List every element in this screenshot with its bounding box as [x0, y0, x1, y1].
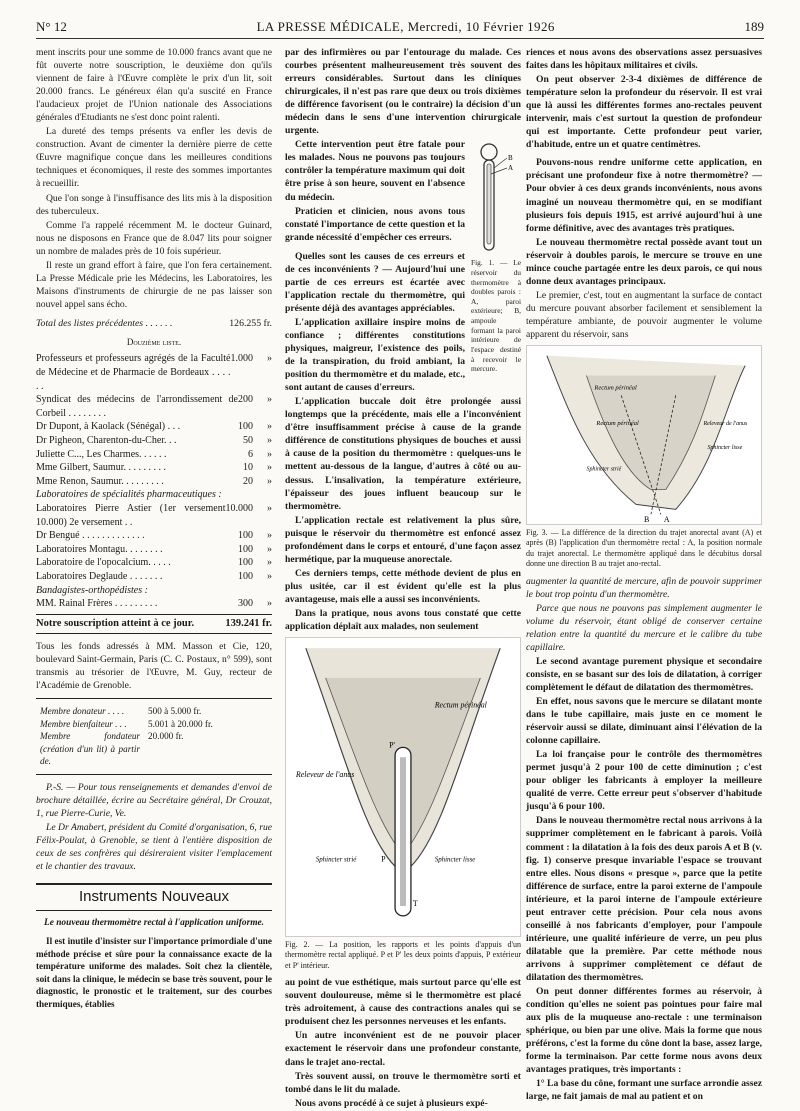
label-sphincter-lisse: Sphincter lisse: [707, 444, 743, 451]
paragraph: Comme l'a rappelé récemment M. le docteur Guinard, nous ne disposons en France que de 8.047 lits pour soigner un nombre de malades près de 10 fois supérieur.: [36, 219, 272, 257]
previous-total-row: [36, 317, 272, 330]
subscription-total-label: Notre souscription atteint à ce jour.: [36, 617, 195, 629]
amount-unit: »: [267, 503, 272, 515]
label-t: T: [412, 899, 418, 909]
amount-value: 100: [238, 530, 253, 542]
subscriber-name: Professeurs et professeurs agrégés de la Faculté de Médecine et de Pharmacie de Bordeaux . . . . . .: [36, 353, 231, 392]
subscription-row: [36, 434, 272, 448]
subscriber-name: Laboratoires de spécialités pharmaceutiques :: [36, 489, 222, 501]
subscription-amount: [226, 502, 273, 529]
subscriber-name: Mme Gilbert, Saumur. . . . . . . . .: [36, 462, 166, 474]
amount-value: 6: [248, 448, 253, 460]
figure-2-caption: Fig. 2. — La position, les rapports et les points d'appuis d'un thermomètre rectal appliqué. P et P' les deux points d'appuis, P extérieur et P' intérieur.: [285, 940, 521, 970]
subscription-list: [36, 352, 272, 610]
subscription-row: [36, 502, 272, 529]
subscriber-name: MM. Rainal Frères . . . . . . . . .: [36, 598, 158, 610]
paragraph: Le nouveau thermomètre rectal possède avant tout un réservoir à doubles parois, le mercure se trouve en une mince couche partagée entre les deux parois, ce qui nous donne deux avantages principaux.: [526, 236, 762, 287]
amount-value: 100: [238, 543, 253, 555]
paragraph: Quelles sont les causes de ces erreurs et de ces inconvénients ? — Aujourd'hui une partie de ces erreurs est écartée avec l'application rectale du thermomètre, qui présente déjà des avantages appréciables.: [285, 250, 465, 314]
paragraph: Il reste un grand effort à faire, que l'on fera certainement. La Presse Médicale prie les Médecins, les Laboratoires, les Maisons d'instruments de chirurgie de ne pas laisser son nouvel appel sans écho.: [36, 259, 272, 310]
paragraph: Le Dr Amabert, président du Comité d'organisation, 6, rue Félix-Poulat, à Grenoble, se tient à l'entière disposition de ceux de ses confrères qui désireraient visiter l'emplacement et le chantier des travaux.: [36, 821, 272, 873]
label-a: A: [663, 515, 670, 525]
subscriber-name: Laboratoire de l'opocalcium. . . . .: [36, 557, 171, 569]
label-sphincter-lisse: Sphincter lisse: [434, 855, 476, 864]
subscription-row: [36, 461, 272, 475]
subscriber-name: Laboratoires Montagu. . . . . . . .: [36, 543, 163, 555]
list-title: Douzième liste.: [126, 337, 182, 348]
amount-unit: »: [267, 435, 272, 447]
thermometer-reservoir-drawing: [471, 138, 521, 258]
membership-row: [40, 730, 272, 768]
paragraph: L'application buccale doit être prolongée aussi longtemps que la précédente, mais elle a l'inconvénient d'être insuffisamment précise à cause de la grande différence de constitutions physiques de bouches et aussi à cause de la position du thermomètre : quelques-uns le mettent au-dessous de la langue, d'autres à côté ou au-dessus. L'insalivation, la température extérieure, l'épaisseur des joues influent beaucoup sur le thermomètre.: [285, 396, 521, 512]
membership-amount: 20.000 fr.: [148, 731, 184, 742]
paragraph: Dans la pratique, nous avons tous constaté que cette application déplaît aux malades, non seulement: [285, 607, 521, 633]
membership-type: Membre fondateur (création d'un lit) à partir de.: [40, 731, 140, 767]
subscription-amount: [238, 393, 272, 420]
label-p-prime: P': [389, 740, 395, 750]
subscription-amount: [243, 461, 272, 475]
subscriber-name: Dr Dupont, à Kaolack (Sénégal) . . .: [36, 421, 181, 433]
subscription-amount: [238, 529, 272, 543]
amount-value: 50: [243, 435, 253, 447]
paragraph: P.-S. — Pour tous renseignements et demandes d'envoi de brochure détaillée, écrire au Secrétaire général, Dr Crouzat, 1, rue Pierre-Curie, Ve.: [36, 781, 272, 819]
subscription-row: [36, 488, 272, 502]
amount-unit: »: [267, 394, 272, 406]
paragraph: La loi française pour le contrôle des thermomètres permet jusqu'à 2 pour 100 de cette diminution ; c'est pour obliger les fabricants à employer la meilleure qualité de verre. Cette erreur peut s'observer d'habitude jusqu'à 6 pour 100.: [526, 749, 762, 813]
subscription-row: [36, 543, 272, 557]
subscription-row: [36, 352, 272, 393]
header-rule: [36, 38, 764, 39]
subscription-row: [36, 393, 272, 420]
amount-unit: »: [267, 353, 272, 365]
subscription-amount: [238, 420, 272, 434]
amount-unit: »: [267, 448, 272, 460]
subscription-row: [36, 475, 272, 489]
amount-value: 1.000: [230, 353, 253, 365]
membership-type: Membre donateur . . . .: [40, 706, 125, 717]
subscription-row: [36, 570, 272, 584]
membership-box: [36, 698, 272, 775]
amount-value: 300: [238, 598, 253, 610]
paragraph: Parce que nous ne pouvons pas simplement augmenter le volume du réservoir, étant obligé de conserver certaine relation entre la quantité du mercure et le calibre du tube capillaire.: [526, 602, 762, 653]
subscriber-name: Syndicat des médecins de l'arrondissement de Corbeil . . . . . . . .: [36, 394, 238, 419]
subscription-total-row: [36, 614, 272, 634]
previous-total-label: Total des listes précédentes . . . . . .: [36, 317, 173, 329]
paragraph: augmenter la quantité de mercure, afin de pouvoir supprimer le bout trop pointu d'un thermomètre.: [526, 575, 762, 600]
subscription-amount: [258, 488, 272, 502]
subscription-row: [36, 556, 272, 570]
amount-value: 100: [238, 557, 253, 569]
amount-value: 100: [238, 570, 253, 582]
label-releveur: Releveur de l'anus: [703, 421, 748, 428]
paragraph: On peut donner différentes formes au réservoir, à condition qu'elles ne soient pas pointues pour faire mal aux plis de la muqueuse ano-rectale : une terminaison sphérique, ou bien par une olive. Mais la forme que nous préférons, c'est la forme du cône dont la base, assez large, forme la terminaison. Par cette forme nous avons deux avantages pratiques, très importants :: [526, 986, 762, 1076]
paragraph: Dans le nouveau thermomètre rectal nous arrivons à la supprimer complètement en le fabricant à parois. Voilà comment : la dilatation à la fois des deux parois A et B (v. fig. 1) conserve presque invariable l'espace se trouvant entre elles. Nous disons « presque », parce que la petite différence de surface, entre la paroi externe de l'ampoule intérieure, et la paroi interne de l'ampoule extérieure peut entraver cette précision. Pour cela nous avons conseillé à nos fabricants d'employer, pour l'ampoule intérieure, une qualité inférieure de verre, un peu plus dilatable que la première. Par cette méthode nous arrivons à supprimer complètement ce défaut de dilatation des thermomètres.: [526, 815, 762, 983]
amount-value: 10.000: [225, 503, 253, 515]
section-title: Instruments Nouveaux: [36, 883, 272, 910]
amount-unit: »: [267, 475, 272, 487]
subscriber-name: Bandagistes-orthopédistes :: [36, 584, 148, 596]
paragraph: Nous avons procédé à ce sujet à plusieurs expé-: [295, 1097, 488, 1109]
subscription-total-value: 139.241 fr.: [225, 617, 272, 629]
figure-1: [471, 138, 521, 395]
subscription-amount: [238, 543, 272, 557]
paragraph: L'application axillaire inspire moins de confiance ; différentes constitutions physiques, maigreur, l'existence des poils, de la transpiration, du froid ambiant, la position du thermomètre et du malade, etc., sont autant de causes d'erreurs.: [285, 316, 465, 394]
amount-unit: »: [267, 421, 272, 433]
subscription-amount: [238, 597, 272, 611]
amount-unit: »: [267, 530, 272, 542]
article-subtitle: Le nouveau thermomètre rectal à l'application uniforme.: [43, 917, 265, 928]
amount-value: 100: [238, 421, 253, 433]
trajectory-drawing: [527, 345, 761, 525]
amount-value: 10: [243, 462, 253, 474]
subscriber-name: Dr Pigheon, Charenton-du-Cher. . .: [36, 435, 177, 447]
label-releveur: Releveur de l'anus: [295, 770, 355, 780]
paragraph: L'application rectale est relativement la plus sûre, puisque le réservoir du thermomètre est enfoncé assez profondément dans le corps et entouré, d'une façon assez hermétique, par la muqueuse anorectale.: [285, 514, 521, 565]
amount-unit: »: [267, 462, 272, 474]
subscriber-name: Laboratoires Deglaude . . . . . . .: [36, 570, 163, 582]
column-1: [36, 46, 272, 1011]
subscription-row: [36, 448, 272, 462]
amount-unit: »: [267, 598, 272, 610]
paragraph: par des infirmières ou par l'entourage du malade. Ces courbes présentent malheureusement très souvent des erreurs considérables. Surtout dans les cliniques chirurgicales, il n'est pas rare que deux ou trois dixièmes de différence favorisent (ou le contraire) la décision d'un médecin dans le sens d'une intervention chirurgicale urgente.: [285, 47, 521, 137]
label-sphincter-strie: Sphincter strié: [586, 466, 622, 473]
subscriber-name: Juliette C..., Les Charmes. . . . . .: [36, 448, 167, 460]
label-p: P: [381, 854, 386, 864]
label-b: B: [508, 154, 513, 163]
amount-unit: »: [267, 557, 272, 569]
paragraph: Pouvons-nous rendre uniforme cette application, en précisant une profondeur fixe à notre thermomètre? — Pour obvier à ces deux grands inconvénients, nous avons imaginé un nouveau thermomètre qui, en se modifiant plusieurs fois depuis 1915, est arrivé aujourd'hui à une forme définitive, avec des avantages très pratiques.: [526, 157, 762, 234]
column-2: [285, 46, 521, 1111]
paragraph: Très souvent aussi, on trouve le thermomètre sorti et tombé dans le lit du malade.: [285, 1070, 521, 1095]
amount-value: 20: [243, 475, 253, 487]
figure-3-caption: Fig. 3. — La différence de la direction du trajet anorectal avant (A) et après (B) l'application d'un thermomètre rectal : A, la position normale du trajet anorectal. Le thermomètre appliqué dans le décubitus dorsal donne une direction B au trajet ano-rectal.: [526, 528, 762, 569]
paragraph: On peut observer 2-3-4 dixièmes de différence de température selon la profondeur du réservoir. Il est vrai que là aussi les différentes formes ano-rectales peuvent intervenir, mais c'est surtout la question de profondeur qui est importante. Cette profondeur peut varier, d'habitude, entre un et quatre centimètres.: [526, 74, 762, 151]
figure-1-caption: Fig. 1. — Le réservoir du thermomètre à doubles parois : A, paroi extérieure; B, ampoule formant la paroi intérieure de l'espace destiné à recevoir le mercure.: [471, 258, 521, 374]
page-header: [36, 18, 764, 34]
subscription-amount: [258, 584, 272, 598]
subscription-amount: [238, 556, 272, 570]
paragraph: Praticien et clinicien, nous avons tous constaté l'importance de cette question et la grande nécessité d'empêcher ces erreurs.: [285, 205, 465, 243]
membership-row: [40, 718, 272, 731]
label-sphincter-strie: Sphincter strié: [315, 855, 357, 864]
paragraph: ment inscrits pour une somme de 10.000 francs avant que ne fût ouverte notre souscription, le deuxième don qu'ils viennent de faire à l'Œuvre complète le prix d'un lit, soit 20.000 francs. Le généreux élan qu'a suscité en France l'audacieux projet de l'Union nationale des Associations générales d'Etudiants ne s'est donc point ralenti.: [36, 47, 272, 124]
journal-title: LA PRESSE MÉDICALE, Mercredi, 10 Février 1926: [256, 19, 555, 34]
label-b: B: [644, 515, 650, 525]
amount-unit: »: [267, 543, 272, 555]
label-rectum-perineal: Rectum périnéal: [596, 420, 639, 428]
paragraph: Un autre inconvénient est de ne pouvoir placer exactement le réservoir dans une profondeur constante, dans le trajet ano-rectal.: [285, 1030, 521, 1068]
subscription-row: [36, 529, 272, 543]
amount-value: 200: [238, 394, 253, 406]
paragraph: En effet, nous savons que le mercure se dilatant monte dans le tube capillaire, mais juste en ce moment le réservoir aussi se dilate, diminuant ainsi l'élévation de la colonne capillaire.: [526, 696, 762, 747]
figure-3: [526, 345, 762, 525]
membership-amount: 500 à 5.000 fr.: [148, 706, 202, 717]
paragraph: Que l'on songe à l'insuffisance des lits mis à la disposition des tuberculeux.: [36, 192, 272, 217]
membership-amount: 5.001 à 20.000 fr.: [148, 718, 213, 729]
paragraph: au point de vue esthétique, mais surtout parce qu'elle est souvent douloureuse, même si le thermomètre est placé très adroitement, à cause des contractions anales qui se produisent chez les personnes nerveuses et les enfants.: [285, 977, 521, 1028]
paragraph: Ces derniers temps, cette méthode devient de plus en plus usitée, car il est évident qu'elle est la plus avantageuse, mais elle a aussi ses inconvénients.: [285, 567, 521, 605]
paragraph: Il est inutile d'insister sur l'importance primordiale d'une méthode précise et sûre pour la connaissance exacte de la température uniforme des malades. Soit chez la clientèle, soit dans la clinique, le médecin se base très souvent, pour le diagnostic, le pronostic et le traitement, sur des courbes thermiques, établies: [36, 936, 272, 1009]
membership-type: Membre bienfaiteur . . .: [40, 718, 127, 729]
figure-2: [285, 637, 521, 937]
column-3: [526, 46, 762, 1104]
paragraph: La dureté des temps présents va enfler les devis de construction. Avant de cimenter la dernière pierre de cette Œuvre magnifique conçue dans les meilleures conditions techniques et économiques, il reste des sommes importantes à recueillir.: [36, 126, 272, 190]
amount-unit: »: [267, 570, 272, 582]
label-a: A: [508, 164, 514, 173]
subscription-row: [36, 584, 272, 598]
subscription-amount: [248, 448, 272, 462]
page-number: 189: [744, 19, 764, 34]
subscription-amount: [243, 475, 272, 489]
paragraph: Tous les fonds adressés à MM. Masson et Cie, 120, boulevard Saint-Germain, Paris (C. C. Postaux, n° 599), sont transmis au trésorier de l'Œuvre, M. Guy, recteur de l'Académie de Grenoble.: [36, 641, 272, 692]
paragraph: Le premier, c'est, tout en augmentant la surface de contact du mercure pouvant absorber facilement et sensiblement la température ambiante, de pouvoir augmenter le volume apparent du réservoir, sans: [526, 289, 762, 340]
subscription-amount: [231, 352, 273, 393]
subscriber-name: Mme Renon, Saumur. . . . . . . . .: [36, 475, 164, 487]
subscriber-name: Laboratoires Pierre Astier (1er versement 10.000) 2e versement . .: [36, 503, 226, 528]
anatomy-drawing: [286, 637, 520, 937]
paragraph: riences et nous avons des observations assez persuasives faites dans les hôpitaux militaires et civils.: [526, 47, 762, 72]
label-rectum: Rectum périnéal: [434, 700, 487, 710]
issue-number: N° 12: [36, 19, 67, 34]
paragraph: Le second avantage purement physique et secondaire consiste, en se basant sur des lois de dilatation, à corriger complètement le défaut de dilatation des thermomètres.: [526, 655, 762, 693]
paragraph: Cette intervention peut être fatale pour les malades. Nous ne pouvons pas toujours contrôler la température maximum qui doit être prise à son heure, souvent en l'absence du médecin.: [285, 139, 465, 203]
subscription-amount: [238, 570, 272, 584]
paragraph: 1° La base du cône, formant une surface arrondie assez large, ne fait jamais de mal au patient et on: [526, 1078, 762, 1103]
subscription-amount: [243, 434, 272, 448]
previous-total-value: 126.255 fr.: [229, 317, 272, 329]
subscriber-name: Dr Bengué . . . . . . . . . . . . .: [36, 530, 145, 542]
membership-row: [40, 705, 272, 718]
label-rectum: Rectum périnéal: [594, 384, 637, 392]
subscription-row: [36, 597, 272, 611]
subscription-row: [36, 420, 272, 434]
